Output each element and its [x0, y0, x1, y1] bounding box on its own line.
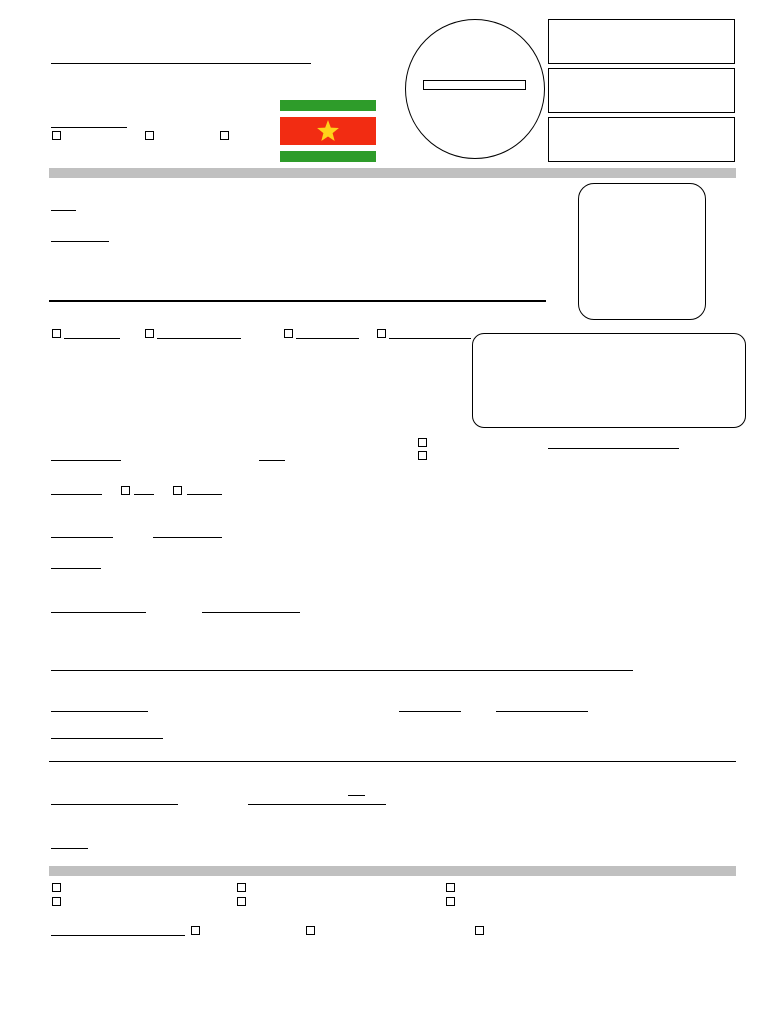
visa-checkbox-2[interactable] [306, 926, 315, 935]
status-checkbox-1[interactable] [52, 329, 61, 338]
sex-checkbox-female[interactable] [418, 451, 427, 460]
header-type-blank[interactable] [51, 127, 127, 128]
marital-checkbox-1[interactable] [121, 486, 130, 495]
status-blank-3[interactable] [296, 338, 359, 339]
former-nationality-blank[interactable] [153, 537, 222, 538]
header-type-checkbox-3[interactable] [220, 131, 229, 140]
section-separator-line [49, 761, 736, 762]
place-blank[interactable] [51, 804, 178, 805]
office-use-box-2[interactable] [548, 68, 735, 113]
office-use-box-1[interactable] [548, 19, 735, 64]
full-name-line[interactable] [49, 300, 546, 302]
status-checkbox-2[interactable] [145, 329, 154, 338]
section-divider-2 [49, 866, 736, 876]
date-blank[interactable] [51, 848, 88, 849]
duration-blank[interactable] [51, 738, 163, 739]
departure-date-blank[interactable] [496, 711, 588, 712]
marital-blank-2[interactable] [187, 494, 222, 495]
status-blank-2[interactable] [157, 338, 241, 339]
visa-type-blank[interactable] [51, 935, 185, 936]
marital-label-blank[interactable] [51, 494, 102, 495]
birth-place-blank[interactable] [548, 448, 679, 449]
header-type-checkbox-2[interactable] [145, 131, 154, 140]
remarks-box[interactable] [472, 333, 746, 428]
day-blank[interactable] [348, 795, 365, 796]
visa-checkbox-3[interactable] [475, 926, 484, 935]
office-use-box-3[interactable] [548, 117, 735, 162]
office-checkbox-2[interactable] [237, 883, 246, 892]
office-checkbox-3[interactable] [446, 883, 455, 892]
header-title-blank[interactable] [51, 63, 311, 64]
suriname-flag-icon [280, 100, 376, 162]
nationality-blank[interactable] [51, 537, 113, 538]
header-type-checkbox-1[interactable] [52, 131, 61, 140]
passport-photo-box [578, 183, 706, 320]
flight-blank[interactable] [399, 711, 461, 712]
office-checkbox-6[interactable] [446, 897, 455, 906]
profession-blank[interactable] [51, 568, 101, 569]
marital-blank-1[interactable] [134, 494, 154, 495]
marital-checkbox-2[interactable] [173, 486, 182, 495]
surname-blank[interactable] [51, 210, 76, 211]
age-blank[interactable] [259, 460, 285, 461]
office-checkbox-1[interactable] [52, 883, 61, 892]
status-blank-1[interactable] [64, 338, 120, 339]
stamp-number-field[interactable] [423, 80, 526, 90]
status-checkbox-4[interactable] [377, 329, 386, 338]
office-checkbox-5[interactable] [237, 897, 246, 906]
arrival-date-blank[interactable] [51, 711, 148, 712]
sex-checkbox-male[interactable] [418, 438, 427, 447]
status-blank-4[interactable] [389, 338, 471, 339]
address-line[interactable] [51, 670, 633, 671]
status-checkbox-3[interactable] [284, 329, 293, 338]
visa-checkbox-1[interactable] [191, 926, 200, 935]
passport-issue-blank[interactable] [202, 612, 300, 613]
signature-blank[interactable] [248, 804, 386, 805]
passport-number-blank[interactable] [51, 612, 146, 613]
section-divider-1 [49, 168, 736, 178]
given-names-blank[interactable] [51, 241, 109, 242]
office-checkbox-4[interactable] [52, 897, 61, 906]
birth-date-blank[interactable] [51, 460, 121, 461]
